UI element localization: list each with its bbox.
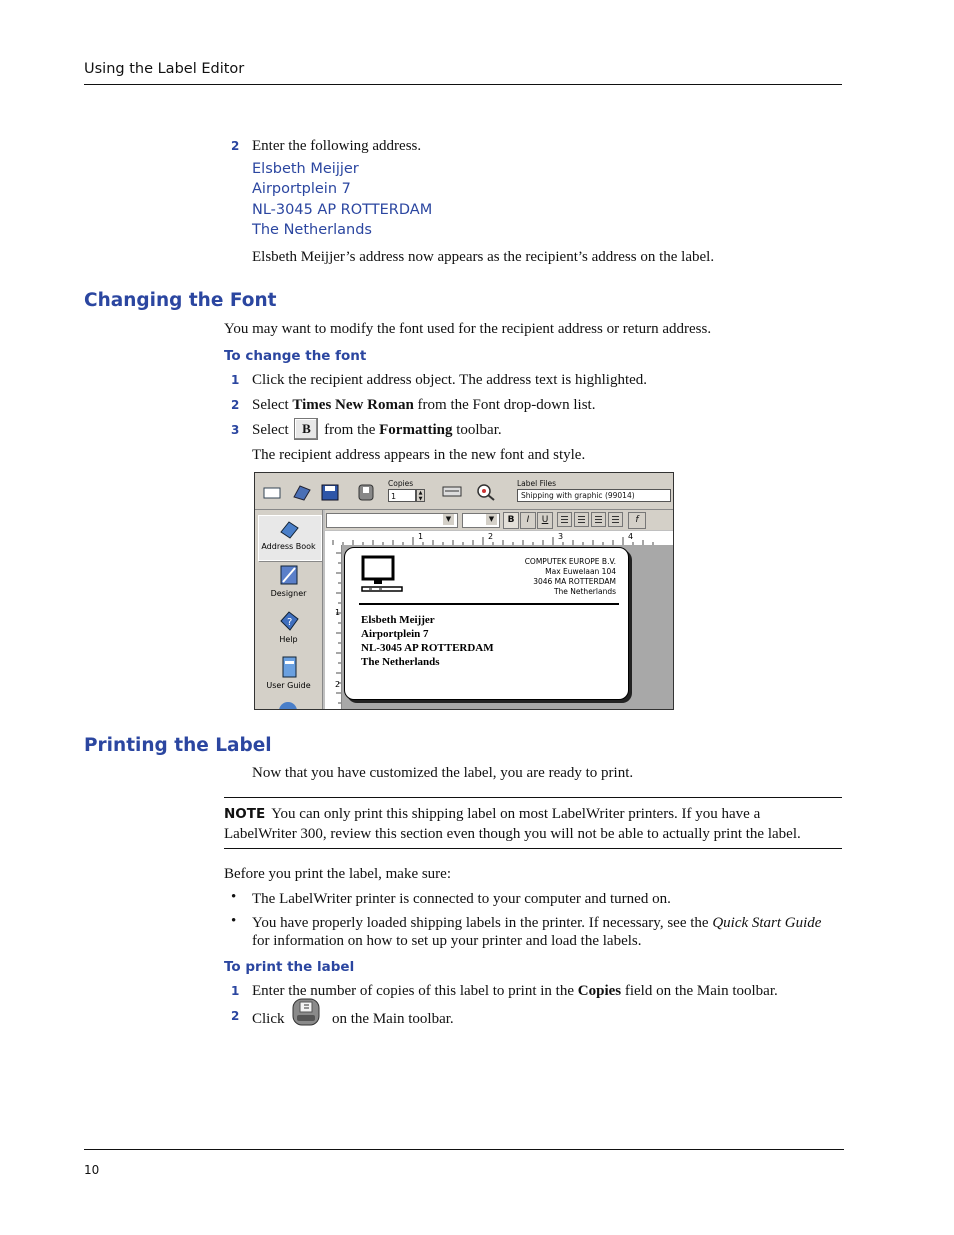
note-line: LabelWriter 300, review this section even though you will not be able to actually print the label.: [224, 826, 801, 842]
sidebar-more-icon: [279, 702, 297, 710]
recipient-line: Airportplein 7: [361, 628, 429, 640]
ruler-label: 3: [558, 532, 564, 541]
before-text: Before you print the label, make sure:: [224, 866, 452, 882]
ruler-label: 2: [335, 680, 341, 689]
recipient-line: NL-3045 AP ROTTERDAM: [361, 642, 494, 654]
procedure-heading: To change the font: [224, 348, 367, 364]
step-text: Select Times New Roman from the Font drop-down list.: [252, 397, 596, 413]
font-function-icon[interactable]: f: [628, 512, 646, 529]
step-number: 1: [231, 984, 240, 998]
formatting-toolbar: [325, 510, 673, 530]
sidebar-item-address-book[interactable]: Address Book: [255, 518, 322, 551]
return-address-line: 3046 MA ROTTERDAM: [533, 577, 616, 586]
save-icon: [319, 482, 341, 502]
ruler-label: 1: [418, 532, 424, 541]
sidebar: [255, 510, 323, 709]
sidebar-item-help[interactable]: ? Help: [255, 609, 322, 644]
align-left-icon[interactable]: [557, 512, 572, 527]
underline-button[interactable]: U: [537, 512, 553, 529]
running-header: Using the Label Editor: [84, 61, 245, 77]
address-line: Elsbeth Meijjer: [252, 161, 359, 177]
return-address-line: The Netherlands: [553, 587, 616, 596]
label-files-select[interactable]: Shipping with graphic (99014): [517, 489, 671, 502]
header-rule: [84, 84, 842, 85]
note-label: NOTE: [224, 806, 266, 822]
return-address-line: COMPUTEK EUROPE B.V.: [524, 557, 616, 566]
address-book-icon: [277, 518, 301, 540]
copies-label: Copies: [388, 479, 414, 488]
step-number: 1: [231, 373, 240, 387]
bullet-icon: •: [231, 889, 237, 905]
user-guide-icon: [277, 655, 301, 679]
bold-b-icon: B: [294, 418, 318, 440]
sidebar-item-user-guide[interactable]: User Guide: [255, 655, 322, 690]
help-icon: [277, 609, 301, 633]
size-dropdown-arrow[interactable]: ▼: [486, 514, 497, 525]
vertical-ruler: [325, 545, 342, 709]
footer-rule: [84, 1149, 844, 1150]
copies-field[interactable]: 1: [388, 489, 416, 502]
tape-icon: [441, 482, 463, 502]
section-intro: You may want to modify the font used for the recipient address or return address.: [224, 321, 712, 337]
justify-icon[interactable]: [608, 512, 623, 527]
open-icon: [291, 482, 313, 502]
section-intro: Now that you have customized the label, you are ready to print.: [252, 765, 634, 781]
italic-button[interactable]: I: [520, 512, 536, 529]
step-number: 2: [231, 398, 240, 412]
step-number: 2: [231, 139, 240, 153]
note-top-rule: [224, 797, 842, 798]
align-center-icon[interactable]: [574, 512, 589, 527]
bullet-text: for information on how to set up your printer and load the labels.: [252, 933, 642, 949]
ruler-label: 2: [488, 532, 494, 541]
section-heading-print: Printing the Label: [84, 735, 272, 756]
svg-text:?: ?: [286, 617, 292, 628]
step-number: 2: [231, 1009, 240, 1023]
label-files-label: Label Files: [517, 479, 557, 488]
step-text: Enter the following address.: [252, 138, 422, 154]
label-canvas: [342, 545, 673, 709]
address-line: Airportplein 7: [252, 181, 351, 197]
step-text: Click the recipient address object. The address text is highlighted.: [252, 372, 648, 388]
procedure-heading: To print the label: [224, 959, 355, 975]
ruler-label: 4: [628, 532, 634, 541]
address-line: The Netherlands: [252, 222, 372, 238]
return-address-line: Max Euwelaan 104: [545, 567, 616, 576]
copies-spinner[interactable]: ▲ ▼: [416, 489, 425, 502]
label-editor-screenshot: [254, 472, 674, 710]
recipient-line: The Netherlands: [361, 656, 440, 668]
page-number: 10: [84, 1163, 100, 1177]
horizontal-ruler: [325, 531, 673, 546]
section-heading-font: Changing the Font: [84, 290, 277, 311]
font-dropdown-arrow[interactable]: ▼: [443, 514, 454, 525]
print-toolbar-icon: [355, 482, 377, 502]
bold-button[interactable]: B: [503, 512, 519, 529]
font-select[interactable]: [326, 513, 458, 528]
shipping-label: [344, 547, 629, 700]
bullet-text: You have properly loaded shipping labels in the printer. If necessary, see the Quick Start Guide: [252, 915, 822, 931]
recipient-line: Elsbeth Meijjer: [361, 614, 435, 626]
address-note: Elsbeth Meijjer’s address now appears as the recipient’s address on the label.: [252, 249, 715, 265]
step-text: Select B from the Formatting toolbar.: [252, 421, 502, 440]
main-toolbar: [255, 473, 673, 510]
step-text: Enter the number of copies of this label to print in the Copies field on the Main toolbar.: [252, 983, 778, 999]
bullet-text: The LabelWriter printer is connected to your computer and turned on.: [252, 891, 671, 907]
designer-icon: [277, 563, 301, 587]
label-divider: [359, 603, 619, 605]
note-line: NOTE You can only print this shipping label on most LabelWriter printers. If you have a: [224, 806, 761, 822]
align-right-icon[interactable]: [591, 512, 606, 527]
note-bottom-rule: [224, 848, 842, 849]
step-number: 3: [231, 423, 240, 437]
printer-icon: [290, 997, 324, 1032]
new-label-icon: [261, 482, 283, 502]
step-text: Click on the Main toolbar.: [252, 1007, 454, 1032]
sidebar-item-designer[interactable]: Designer: [255, 563, 322, 598]
preview-icon: [475, 482, 497, 502]
computer-graphic-icon: [359, 554, 403, 598]
result-text: The recipient address appears in the new font and style.: [252, 447, 586, 463]
ruler-label: 1: [335, 608, 341, 617]
address-line: NL-3045 AP ROTTERDAM: [252, 202, 433, 218]
bullet-icon: •: [231, 913, 237, 929]
